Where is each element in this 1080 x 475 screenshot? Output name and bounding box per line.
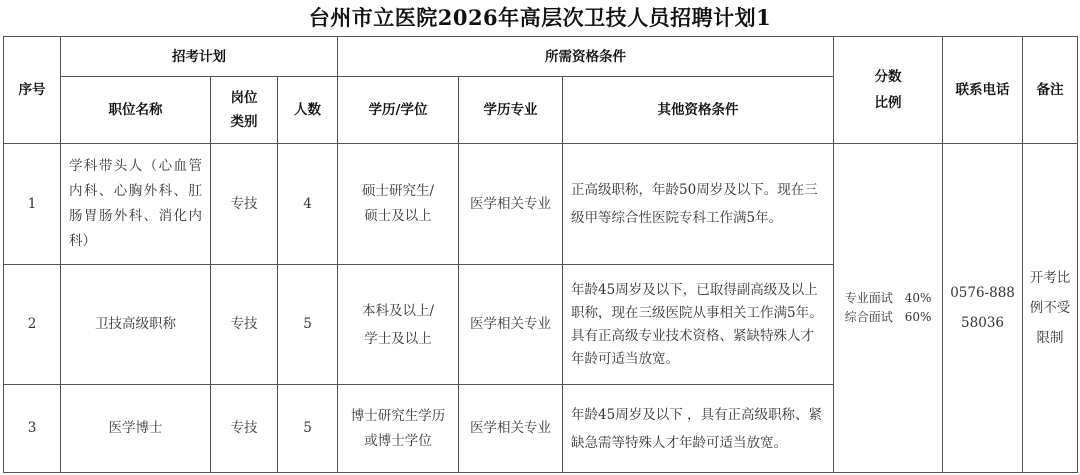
row-major: 医学相关专业	[459, 265, 563, 385]
row-major: 医学相关专业	[459, 385, 563, 473]
row-other: 正高级职称，年龄50周岁及以下。现在三级甲等综合性医院专科工作满5年。	[563, 144, 834, 265]
header-position-name: 职位名称	[61, 77, 211, 144]
phone-cell: 0576-88858036	[943, 144, 1023, 473]
header-plan-group: 招考计划	[61, 37, 338, 77]
header-education: 学历/学位	[338, 77, 459, 144]
row-education: 博士研究生学历或博士学位	[338, 385, 459, 473]
row-position-type: 专技	[211, 385, 278, 473]
row-seq: 1	[4, 144, 61, 265]
row-position-name: 卫技高级职称	[61, 265, 211, 385]
header-remark: 备注	[1023, 37, 1078, 144]
table-row	[4, 144, 1078, 265]
row-position-name: 医学博士	[61, 385, 211, 473]
header-other: 其他资格条件	[563, 77, 834, 144]
page-title: 台州市立医院2026年高层次卫技人员招聘计划1	[308, 5, 772, 30]
header-count: 人数	[278, 77, 338, 144]
row-position-type: 专技	[211, 265, 278, 385]
row-other: 年龄45周岁及以下，已取得副高级及以上职称，现在三级医院从事相关工作满5年。具有正高级专业技术资格、紧缺特殊人才年龄可适当放宽。	[563, 265, 834, 385]
row-count: 5	[278, 265, 338, 385]
score-line-comprehensive: 综合面试 60%	[844, 310, 932, 324]
row-position-type: 专技	[211, 144, 278, 265]
header-phone: 联系电话	[943, 37, 1023, 144]
header-major: 学历专业	[459, 77, 563, 144]
row-count: 5	[278, 385, 338, 473]
row-education: 本科及以上/学士及以上	[338, 265, 459, 385]
row-seq: 2	[4, 265, 61, 385]
header-row-1	[4, 37, 1078, 77]
remark-cell: 开考比例不受限制	[1023, 144, 1078, 473]
row-education: 硕士研究生/硕士及以上	[338, 144, 459, 265]
row-major: 医学相关专业	[459, 144, 563, 265]
row-seq: 3	[4, 385, 61, 473]
header-score-ratio: 分数比例	[834, 37, 943, 144]
score-line-professional: 专业面试 40%	[844, 291, 932, 305]
header-position-type: 岗位类别	[211, 77, 278, 144]
recruitment-plan-table	[3, 36, 1078, 473]
row-count: 4	[278, 144, 338, 265]
score-ratio-cell	[834, 144, 943, 473]
row-other: 年龄45周岁及以下 ，具有正高级职称、紧缺急需等特殊人才年龄可适当放宽。	[563, 385, 834, 473]
header-qual-group: 所需资格条件	[338, 37, 834, 77]
header-seq: 序号	[4, 37, 61, 144]
row-position-name: 学科带头人（心血管内科、心胸外科、肛肠胃肠外科、消化内科）	[61, 144, 211, 265]
